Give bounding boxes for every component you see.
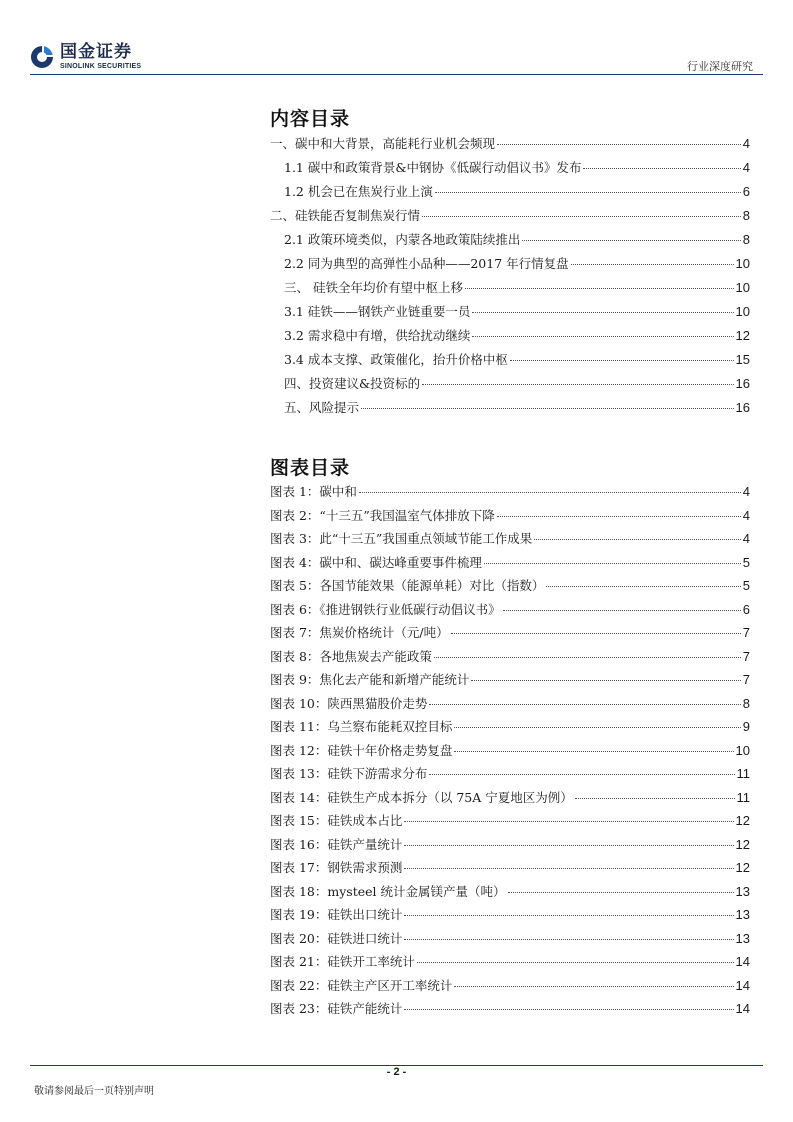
toc-entry-label: 五、风险提示: [284, 400, 360, 415]
figure-entry-page: 4: [742, 507, 750, 523]
figure-entry[interactable]: [270, 670, 750, 694]
figure-entry[interactable]: [270, 858, 750, 882]
dot-leader: [417, 962, 734, 963]
figure-entry-label: 图表 5：各国节能效果（能源单耗）对比（指数）: [270, 578, 545, 593]
dot-leader: [472, 312, 733, 313]
figure-list: [270, 482, 750, 1023]
figure-entry-label: 图表 21：硅铁开工率统计: [270, 954, 415, 969]
figure-entry-label: 图表 13：硅铁下游需求分布: [270, 766, 428, 781]
figure-entry[interactable]: [270, 788, 750, 812]
dot-leader: [497, 516, 741, 517]
figure-entry-label: 图表 6：《推进钢铁行业低碳行动倡议书》: [270, 601, 501, 617]
figure-entry[interactable]: [270, 506, 750, 530]
figure-entry[interactable]: [270, 952, 750, 976]
figure-entry[interactable]: [270, 741, 750, 765]
dot-leader: [484, 563, 741, 564]
figure-entry[interactable]: [270, 999, 750, 1023]
figure-entry[interactable]: [270, 623, 750, 647]
toc-title: 内容目录: [270, 108, 351, 130]
dot-leader: [522, 240, 740, 241]
header-divider: [30, 74, 763, 75]
figure-entry-page: 12: [735, 860, 750, 875]
toc-entry-page: 10: [735, 304, 750, 319]
toc-entry-page: 4: [742, 136, 750, 151]
toc-entry-page: 16: [735, 400, 750, 415]
figure-entry-page: 13: [735, 930, 750, 946]
figure-entry-label: 图表 19：硅铁出口统计: [270, 907, 403, 922]
dot-leader: [404, 1009, 733, 1010]
figure-entry[interactable]: [270, 482, 750, 506]
toc-entry-page: 10: [735, 256, 750, 271]
dot-leader: [451, 633, 741, 634]
figure-entry-page: 4: [742, 484, 750, 499]
figure-entry-label: 图表 23：硅铁产能统计: [270, 1001, 403, 1016]
dot-leader: [422, 384, 733, 385]
report-type: 行业深度研究: [687, 60, 753, 73]
toc-entry[interactable]: [270, 278, 750, 302]
toc-entry[interactable]: [270, 230, 750, 254]
figure-entry-page: 6: [742, 601, 750, 617]
dot-leader: [434, 657, 741, 658]
figure-entry-label: 图表 11：乌兰察布能耗双控目标: [270, 719, 453, 734]
dot-leader: [361, 408, 734, 409]
dot-leader: [508, 892, 734, 893]
toc-entry-page: 8: [742, 232, 750, 247]
toc-entry-label: 四、投资建议&投资标的: [284, 376, 421, 391]
dot-leader: [503, 610, 741, 611]
figure-entry-page: 14: [735, 1001, 750, 1016]
toc-entry-page: 15: [735, 352, 750, 367]
dot-leader: [404, 915, 733, 916]
disclaimer-text: 敬请参阅最后一页特别声明: [34, 1086, 154, 1097]
figure-entry-page: 8: [742, 695, 750, 711]
dot-leader: [404, 868, 733, 869]
dot-leader: [404, 939, 733, 940]
figure-entry-page: 4: [742, 531, 750, 546]
figure-entry-page: 12: [735, 836, 750, 852]
figure-entry-label: 图表 1：碳中和: [270, 484, 357, 499]
dot-leader: [359, 492, 741, 493]
sinolink-logo-icon: [30, 45, 54, 69]
figure-entry-label: 图表 8：各地焦炭去产能政策: [270, 648, 432, 664]
dot-leader: [546, 586, 740, 587]
figure-entry-label: 图表 7：焦炭价格统计（元/吨）: [270, 625, 449, 640]
dot-leader: [472, 336, 733, 337]
figure-entry-label: 图表 2：“十三五”我国温室气体排放下降: [270, 507, 495, 523]
toc-entry-label: 一、碳中和大背景，高能耗行业机会频现: [270, 136, 496, 151]
dot-leader: [454, 751, 733, 752]
toc-entry-label: 三、 硅铁全年均价有望中枢上移: [284, 280, 463, 295]
figure-entry-label: 图表 15：硅铁成本占比: [270, 813, 403, 828]
figure-entry-page: 5: [742, 578, 750, 593]
figure-entry[interactable]: [270, 647, 750, 671]
figure-entry[interactable]: [270, 929, 750, 953]
figure-list-title: 图表目录: [270, 457, 351, 479]
figure-entry-page: 5: [742, 554, 750, 570]
figure-entry[interactable]: [270, 694, 750, 718]
toc-entry-page: 16: [735, 376, 750, 391]
table-of-contents: [270, 134, 750, 422]
page-number: - 2 -: [386, 1066, 407, 1078]
toc-entry[interactable]: [270, 326, 750, 350]
figure-entry-label: 图表 22：硅铁主产区开工率统计: [270, 977, 453, 993]
figure-entry[interactable]: [270, 600, 750, 624]
figure-entry-page: 12: [735, 813, 750, 828]
figure-entry-page: 7: [742, 672, 750, 687]
figure-entry-page: 11: [736, 766, 750, 781]
company-logo: [30, 44, 141, 70]
dot-leader: [429, 774, 734, 775]
dot-leader: [497, 144, 741, 145]
figure-entry[interactable]: [270, 835, 750, 859]
toc-entry-label: 1.2 机会已在焦炭行业上演: [284, 184, 433, 199]
figure-entry-label: 图表 3：此“十三五”我国重点领域节能工作成果: [270, 531, 533, 546]
figure-entry[interactable]: [270, 811, 750, 835]
toc-entry[interactable]: [270, 254, 750, 278]
toc-entry[interactable]: [270, 302, 750, 326]
dot-leader: [454, 727, 740, 728]
figure-entry[interactable]: [270, 553, 750, 577]
toc-entry-page: 4: [742, 160, 750, 175]
figure-entry-page: 7: [742, 648, 750, 664]
figure-entry-page: 13: [735, 883, 750, 899]
figure-entry[interactable]: [270, 764, 750, 788]
toc-entry-label: 3.1 硅铁——钢铁产业链重要一员: [284, 304, 471, 319]
logo-english-name: SINOLINK SECURITIES: [60, 63, 142, 70]
figure-entry[interactable]: [270, 576, 750, 600]
figure-entry-page: 7: [742, 625, 750, 640]
toc-entry-page: 8: [742, 208, 750, 223]
dot-leader: [454, 986, 733, 987]
toc-entry-page: 12: [735, 328, 750, 343]
figure-entry-page: 14: [735, 977, 750, 993]
figure-entry-label: 图表 14：硅铁生产成本拆分（以 75A 宁夏地区为例）: [270, 789, 573, 805]
figure-entry-label: 图表 12：硅铁十年价格走势复盘: [270, 742, 453, 758]
toc-entry[interactable]: [270, 158, 750, 182]
dot-leader: [422, 216, 741, 217]
figure-entry-label: 图表 9：焦化去产能和新增产能统计: [270, 672, 470, 687]
figure-entry-page: 10: [735, 742, 750, 758]
dot-leader: [575, 798, 735, 799]
figure-entry-page: 11: [736, 789, 750, 805]
figure-entry-label: 图表 10：陕西黑猫股价走势: [270, 695, 428, 711]
toc-entry-label: 2.1 政策环境类似，内蒙各地政策陆续推出: [284, 232, 521, 247]
toc-entry[interactable]: [270, 398, 750, 422]
dot-leader: [583, 168, 740, 169]
toc-entry-label: 3.2 需求稳中有增，供给扰动继续: [284, 328, 471, 343]
toc-entry-label: 2.2 同为典型的高弹性小品种——2017 年行情复盘: [284, 256, 569, 271]
figure-entry-label: 图表 16：硅铁产量统计: [270, 836, 403, 852]
figure-entry[interactable]: [270, 717, 750, 741]
figure-entry[interactable]: [270, 529, 750, 553]
dot-leader: [534, 539, 741, 540]
toc-entry-page: 10: [735, 280, 750, 295]
dot-leader: [435, 192, 741, 193]
toc-entry-label: 二、硅铁能否复制焦炭行情: [270, 208, 421, 223]
dot-leader: [404, 821, 733, 822]
figure-entry-label: 图表 20：硅铁进口统计: [270, 930, 403, 946]
figure-entry-label: 图表 4：碳中和、碳达峰重要事件梳理: [270, 554, 482, 570]
figure-entry-label: 图表 18：mysteel 统计金属镁产量（吨）: [270, 883, 506, 899]
toc-entry[interactable]: [270, 182, 750, 206]
toc-entry[interactable]: [270, 134, 750, 158]
figure-entry[interactable]: [270, 905, 750, 929]
toc-entry[interactable]: [270, 374, 750, 398]
toc-entry-page: 6: [742, 184, 750, 199]
toc-entry[interactable]: [270, 350, 750, 374]
figure-entry-page: 13: [735, 907, 750, 922]
toc-entry-label: 3.4 成本支撑、政策催化，抬升价格中枢: [284, 352, 508, 367]
figure-entry-label: 图表 17：钢铁需求预测: [270, 860, 403, 875]
dot-leader: [510, 360, 734, 361]
figure-entry-page: 14: [735, 954, 750, 969]
toc-entry[interactable]: [270, 206, 750, 230]
logo-chinese-name: 国金证券: [60, 42, 132, 62]
dot-leader: [571, 264, 734, 265]
dot-leader: [471, 680, 740, 681]
figure-entry-page: 9: [742, 719, 750, 734]
page-header: [0, 0, 793, 80]
dot-leader: [429, 704, 740, 705]
figure-entry[interactable]: [270, 882, 750, 906]
figure-entry[interactable]: [270, 976, 750, 1000]
dot-leader: [465, 288, 734, 289]
toc-entry-label: 1.1 碳中和政策背景&中钢协《低碳行动倡议书》发布: [284, 160, 582, 175]
dot-leader: [404, 845, 733, 846]
